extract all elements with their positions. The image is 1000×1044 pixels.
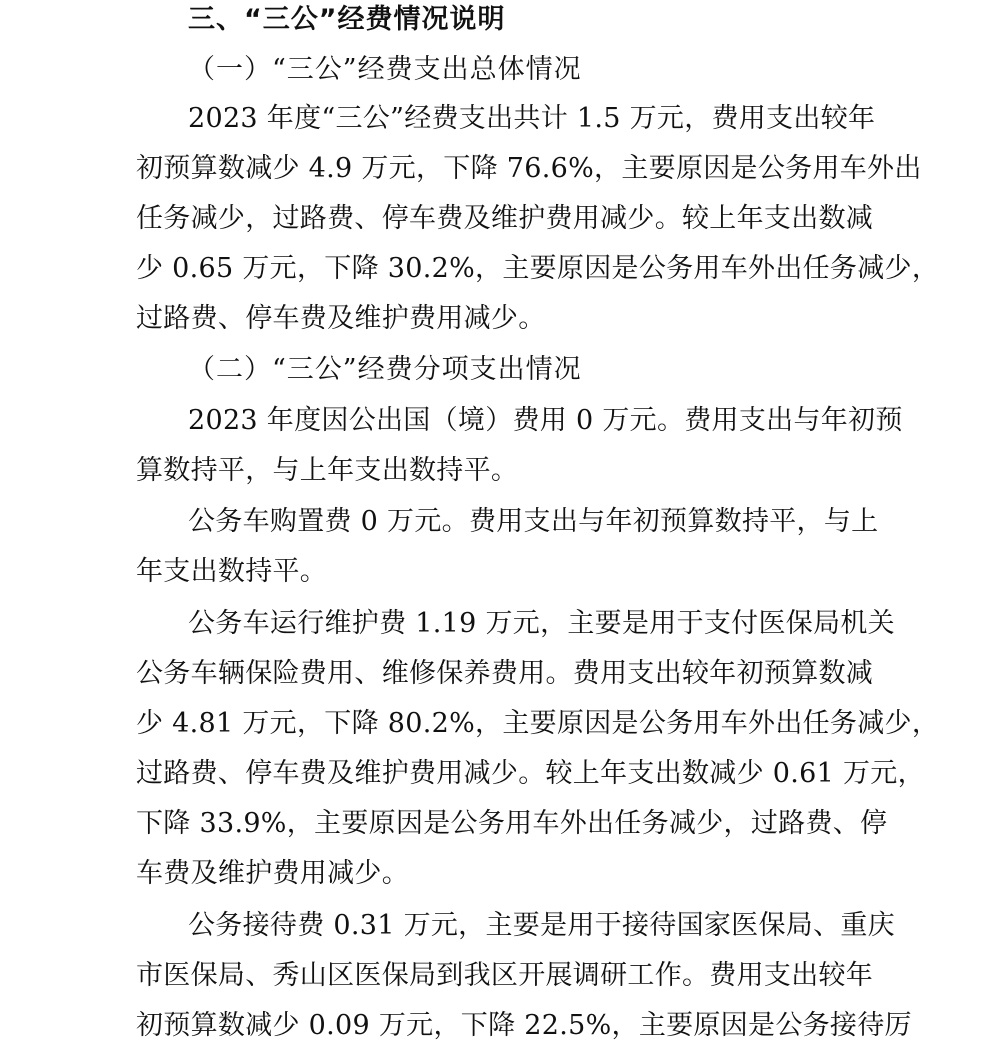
paragraph-line: 车费及维护费用减少。 [136,858,409,889]
paragraph-line: 公务接待费 0.31 万元，主要是用于接待国家医保局、重庆 [188,910,895,941]
paragraph-line: 公务车购置费 0 万元。费用支出与年初预算数持平，与上 [188,506,879,537]
paragraph-line: 公务车辆保险费用、维修保养费用。费用支出较年初预算数减 [136,658,874,689]
subsection-heading-overall: （一）“三公”经费支出总体情况 [188,54,582,85]
paragraph-line: 初预算数减少 0.09 万元，下降 22.5%，主要原因是公务接待厉 [136,1010,912,1041]
paragraph-line: 算数持平，与上年支出数持平。 [136,455,519,486]
paragraph-line: 年支出数持平。 [136,556,328,587]
paragraph-line: 初预算数减少 4.9 万元，下降 76.6%，主要原因是公务用车外出 [136,153,922,184]
paragraph-line: 2023 年度因公出国（境）费用 0 万元。费用支出与年初预 [188,405,903,436]
paragraph-line: 2023 年度“三公”经费支出共计 1.5 万元，费用支出较年 [188,103,876,134]
paragraph-line: 下降 33.9%，主要原因是公务用车外出任务减少，过路费、停 [136,808,888,839]
paragraph-line: 过路费、停车费及维护费用减少。较上年支出数减少 0.61 万元， [136,758,925,789]
paragraph-line: 任务减少，过路费、停车费及维护费用减少。较上年支出数减 [136,203,874,234]
section-heading: 三、“三公”经费情况说明 [188,4,506,35]
subsection-heading-itemized: （二）“三公”经费分项支出情况 [188,354,582,385]
paragraph-line: 市医保局、秀山区医保局到我区开展调研工作。费用支出较年 [136,960,874,991]
paragraph-line: 公务车运行维护费 1.19 万元，主要是用于支付医保局机关 [188,608,895,639]
paragraph-line: 少 4.81 万元，下降 80.2%，主要原因是公务用车外出任务减少， [136,708,940,739]
paragraph-line: 少 0.65 万元，下降 30.2%，主要原因是公务用车外出任务减少， [136,253,940,284]
paragraph-line: 过路费、停车费及维护费用减少。 [136,303,546,334]
